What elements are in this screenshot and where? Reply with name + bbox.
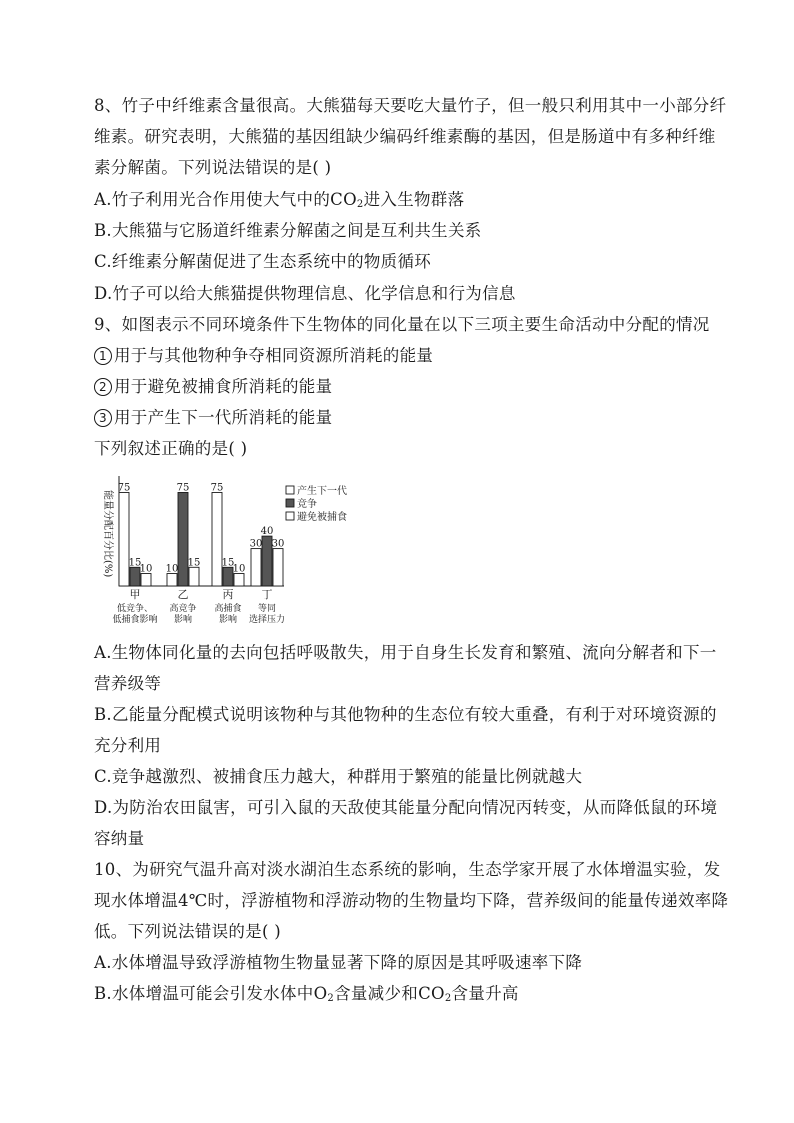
- bar-value-label: 15: [221, 557, 235, 569]
- bar-value-label: 75: [210, 482, 224, 494]
- bar-value-label: 10: [232, 563, 246, 575]
- q10-option-a: A.水体增温导致浮游植物生物量显著下降的原因是其呼吸速率下降: [94, 953, 583, 972]
- q8-stem-line-1: 8、竹子中纤维素含量很高。大熊猫每天要吃大量竹子，但一般只利用其中一小部分纤: [94, 96, 727, 115]
- bar-value-label: 10: [139, 563, 153, 575]
- q8-option-a: A.竹子利用光合作用使大气中的$CO_2$进入生物群落: [94, 190, 465, 210]
- category-label: 丙: [222, 588, 234, 601]
- category-label: 丁: [261, 588, 273, 601]
- q9-option-c: C.竞争越激烈、被捕食压力越大，种群用于繁殖的能量比例就越大: [94, 767, 583, 786]
- q9-option-a-line-2: 营养级等: [94, 674, 162, 693]
- bar: [251, 549, 261, 586]
- category-note: 等同: [257, 604, 277, 614]
- legend-label: 竞争: [297, 499, 317, 510]
- bar-value-label: 10: [165, 563, 179, 575]
- q9-option-a-line-1: A.生物体同化量的去向包括呼吸散失，用于自身生长发育和繁殖、流向分解者和下一: [94, 643, 717, 662]
- circled-number-3: 3: [94, 409, 112, 427]
- q8-stem-line-3: 素分解菌。下列说法错误的是( ): [94, 158, 332, 177]
- bar: [273, 549, 283, 586]
- q9-item-2: 2 用于避免被捕食所消耗的能量: [94, 377, 332, 397]
- circled-number-1: 1: [94, 347, 112, 365]
- bar: [234, 574, 244, 586]
- q9-item-3: 3 用于产生下一代所消耗的能量: [94, 408, 332, 428]
- q10-stem-line-3: 低。下列说法错误的是( ): [94, 922, 282, 941]
- q10-option-b: B.水体增温可能会引发水体中$O_2$含量减少和$CO_2$含量升高: [94, 984, 519, 1004]
- q9-option-d-line-2: 容纳量: [94, 829, 145, 848]
- legend-swatch: [286, 499, 294, 507]
- q9-option-b-line-1: B.乙能量分配模式说明该物种与其他物种的生态位有较大重叠，有利于对环境资源的: [94, 705, 717, 724]
- bar: [167, 574, 177, 586]
- q8-option-b: B.大熊猫与它肠道纤维素分解菌之间是互利共生关系: [94, 221, 482, 240]
- bar: [262, 536, 272, 586]
- category-note: 低竞争、: [116, 604, 154, 614]
- bar-value-label: 30: [249, 538, 263, 550]
- legend-label: 产生下一代: [297, 486, 347, 497]
- q8-stem-line-2: 维素。研究表明，大熊猫的基因组缺少编码纤维素酶的基因，但是肠道中有多种纤维: [94, 127, 716, 146]
- q8-option-c: C.纤维素分解菌促进了生态系统中的物质循环: [94, 252, 432, 271]
- q9-option-d-line-1: D.为防治农田鼠害，可引入鼠的天敌使其能量分配向情况丙转变，从而降低鼠的环境: [94, 798, 718, 817]
- q10-stem-line-1: 10、为研究气温升高对淡水湖泊生态系统的影响，生态学家开展了水体增温实验，发: [94, 860, 721, 879]
- bar: [119, 492, 129, 586]
- bar: [141, 574, 151, 586]
- category-label: 甲: [129, 588, 141, 601]
- bar-value-label: 15: [187, 557, 201, 569]
- category-label: 乙: [177, 588, 189, 601]
- bar-value-label: 40: [260, 526, 274, 538]
- category-note: 选择压力: [248, 615, 286, 625]
- category-note: 高捕食: [214, 604, 242, 614]
- legend-swatch: [286, 512, 294, 520]
- bar: [223, 567, 233, 586]
- energy-allocation-chart: [94, 470, 394, 628]
- circled-number-2: 2: [94, 378, 112, 396]
- bar: [130, 567, 140, 586]
- category-note: 高竞争: [169, 604, 197, 614]
- bar-value-label: 15: [128, 557, 142, 569]
- bar: [178, 492, 188, 586]
- q9-stem-line-1: 9、如图表示不同环境条件下生物体的同化量在以下三项主要生命活动中分配的情况: [94, 315, 710, 334]
- bar: [189, 567, 199, 586]
- bar-value-label: 30: [271, 538, 285, 550]
- bar-value-label: 75: [117, 482, 131, 494]
- q9-item-1: 1 用于与其他物种争夺相同资源所消耗的能量: [94, 346, 433, 366]
- q9-option-b-line-2: 充分利用: [94, 736, 162, 755]
- bar-value-label: 75: [176, 482, 190, 494]
- q9-prompt: 下列叙述正确的是( ): [94, 439, 248, 458]
- category-note: 影响: [173, 615, 193, 625]
- category-note: 低捕食影响: [112, 615, 158, 625]
- legend-label: 避免被捕食: [297, 512, 347, 523]
- legend-swatch: [286, 486, 294, 494]
- y-axis-label: 能量分配百分比(%): [102, 490, 113, 578]
- q10-stem-line-2: 现水体增温4℃时，浮游植物和浮游动物的生物量均下降，营养级间的能量传递效率降: [94, 891, 729, 910]
- q8-option-d: D.竹子可以给大熊猫提供物理信息、化学信息和行为信息: [94, 284, 516, 303]
- category-note: 影响: [218, 615, 238, 625]
- bar: [212, 492, 222, 586]
